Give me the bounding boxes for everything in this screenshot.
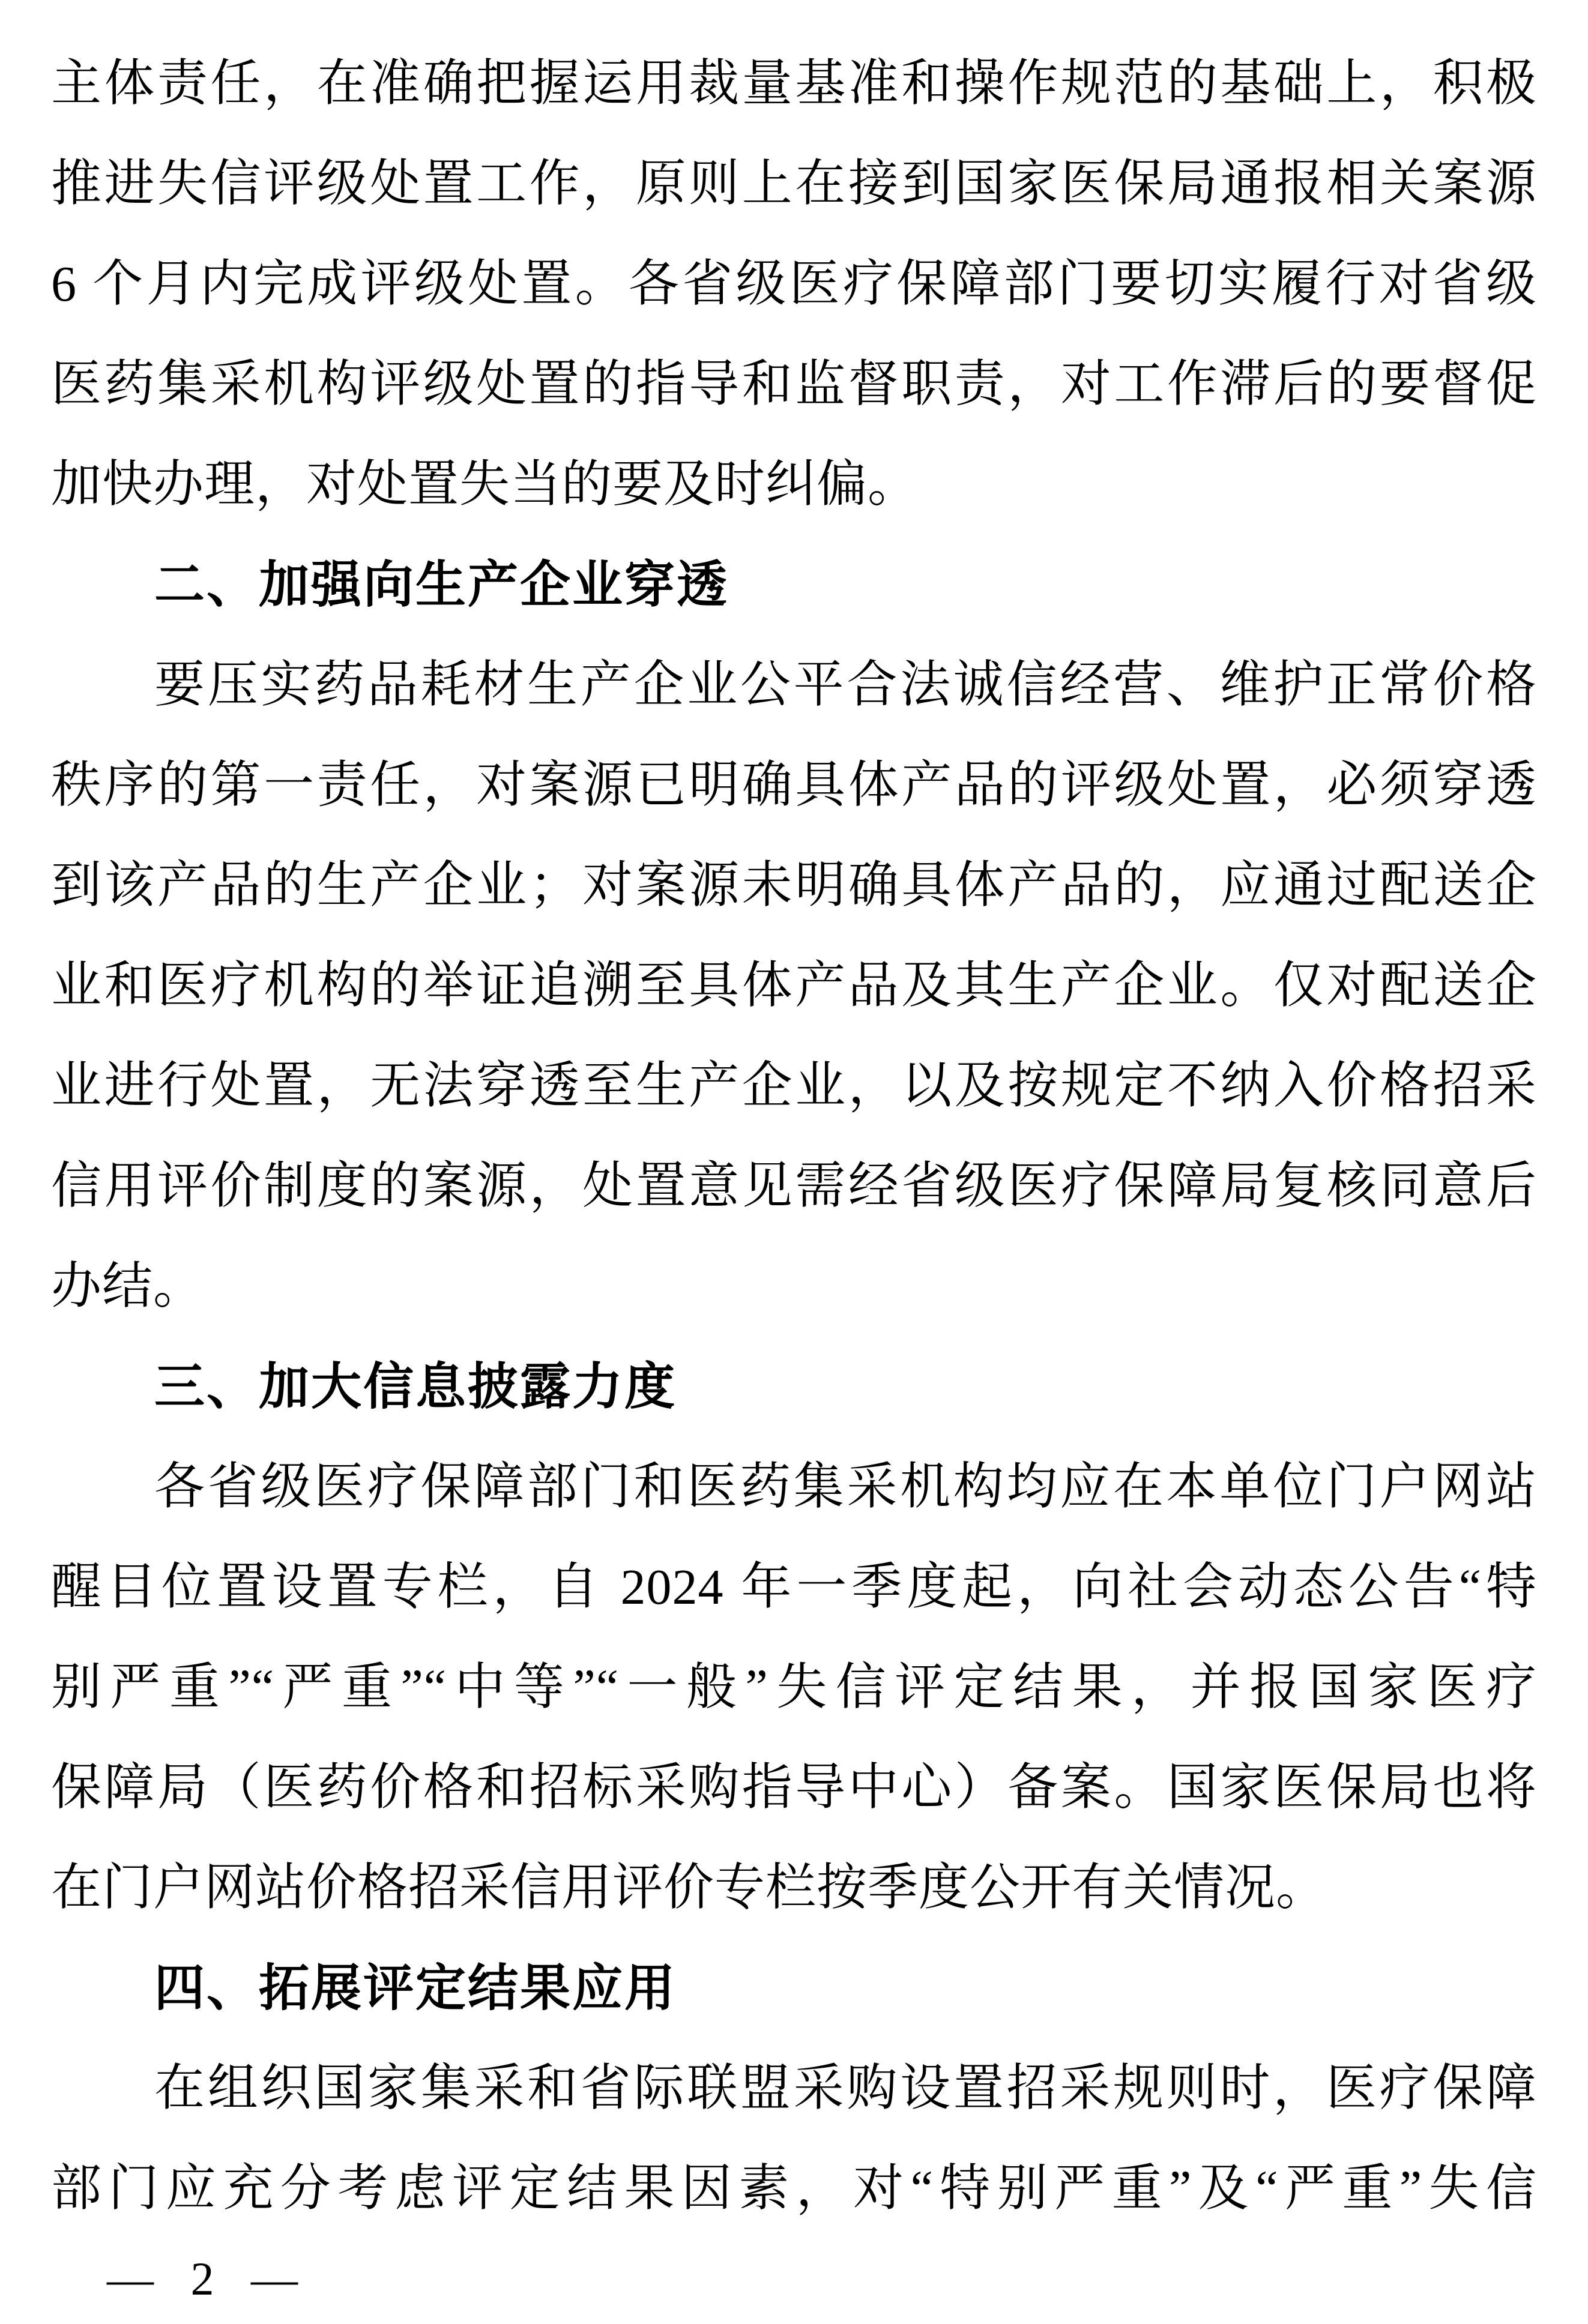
text-line: 6 个月内完成评级处置。各省级医疗保障部门要切实履行对省级 [51, 256, 1537, 312]
text-line: 推进失信评级处置工作，原则上在接到国家医保局通报相关案源 [51, 156, 1537, 212]
text-line: 部门应充分考虑评定结果因素，对“特别严重”及“严重”失信 [51, 2161, 1537, 2217]
text-line: 秩序的第一责任，对案源已明确具体产品的评级处置，必须穿透 [51, 757, 1537, 813]
text-line: 医药集采机构评级处置的指导和监督职责，对工作滞后的要督促 [51, 357, 1537, 412]
text-line: 要压实药品耗材生产企业公平合法诚信经营、维护正常价格 [154, 657, 1537, 713]
text-line: 信用评价制度的案源，处置意见需经省级医疗保障局复核同意后 [51, 1158, 1537, 1214]
section-heading: 四、拓展评定结果应用 [154, 1960, 677, 2016]
page-number [107, 2246, 298, 2312]
text-line: 业和医疗机构的举证追溯至具体产品及其生产企业。仅对配送企 [51, 958, 1537, 1014]
text-line: 业进行处置，无法穿透至生产企业，以及按规定不纳入价格招采 [51, 1058, 1537, 1114]
text-line: 别严重”“严重”“中等”“一般”失信评定结果，并报国家医疗 [51, 1660, 1537, 1715]
document-body [51, 34, 1537, 2239]
text-line: 在门户网站价格招采信用评价专栏按季度公开有关情况。 [51, 1860, 1327, 1916]
text-line: 办结。 [51, 1259, 205, 1314]
page-number-text: — 2 — [107, 2253, 298, 2305]
text-line: 到该产品的生产企业；对案源未明确具体产品的，应通过配送企 [51, 858, 1537, 914]
section-heading: 二、加强向生产企业穿透 [154, 556, 729, 613]
text-line: 主体责任，在准确把握运用裁量基准和操作规范的基础上，积极 [51, 56, 1537, 112]
text-line: 各省级医疗保障部门和医药集采机构均应在本单位门户网站 [154, 1459, 1537, 1515]
text-line: 加快办理，对处置失当的要及时纠偏。 [51, 457, 919, 513]
section-heading: 三、加大信息披露力度 [154, 1358, 677, 1415]
text-line: 醒目位置设置专栏，自 2024 年一季度起，向社会动态公告“特 [51, 1559, 1537, 1615]
text-line: 保障局（医药价格和招标采购指导中心）备案。国家医保局也将 [51, 1760, 1537, 1816]
text-line: 在组织国家集采和省际联盟采购设置招采规则时，医疗保障 [154, 2061, 1537, 2116]
